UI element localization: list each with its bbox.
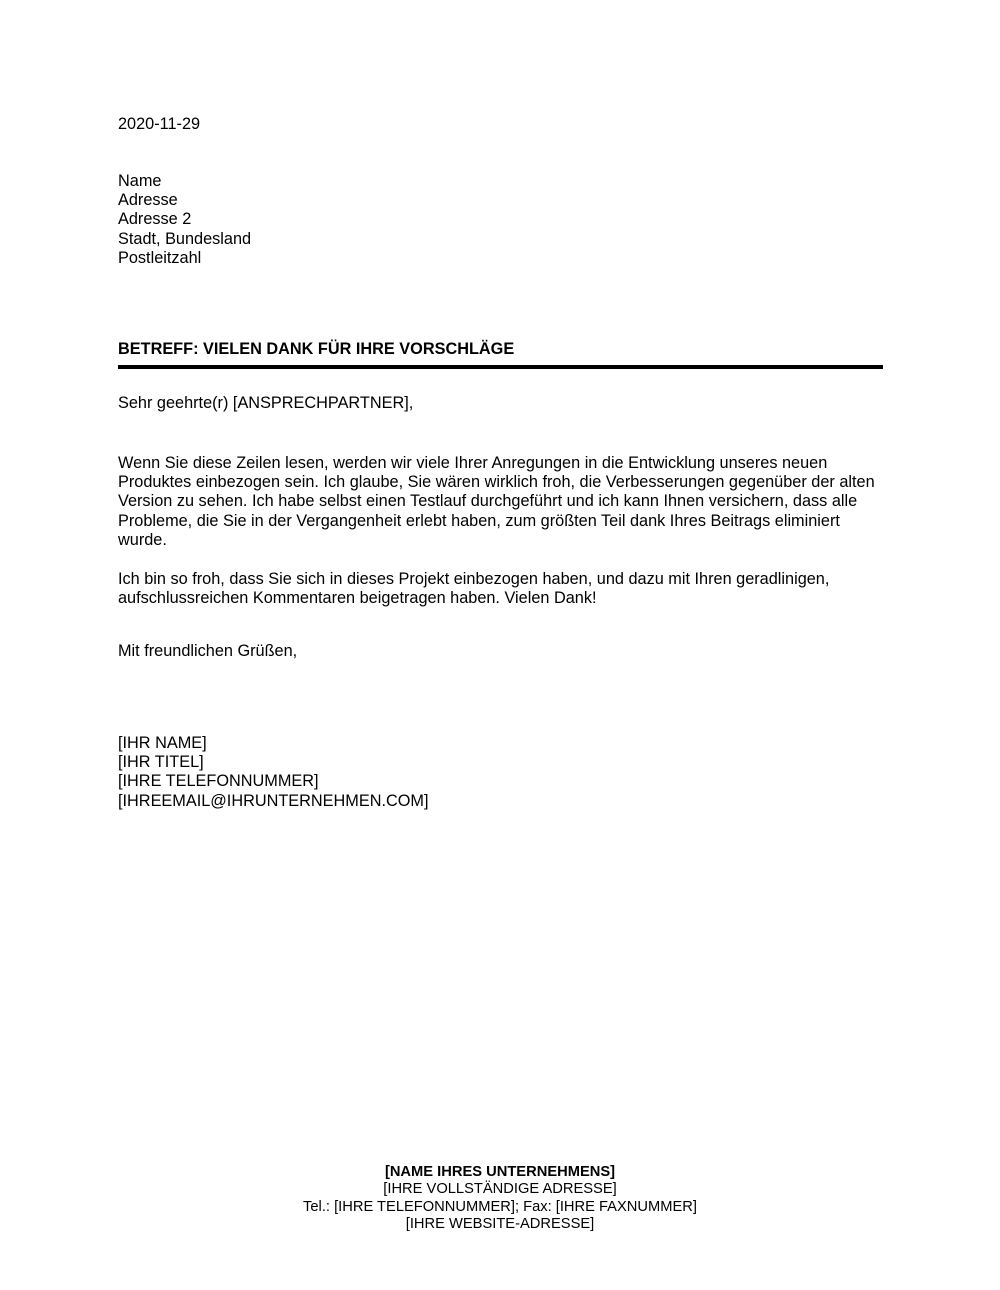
letter-date: 2020-11-29 [118,115,201,133]
signature-line: [IHREEMAIL@IHRUNTERNEHMEN.COM] [118,791,429,810]
recipient-line: Postleitzahl [118,248,202,267]
signature-line: [IHR NAME] [118,734,207,752]
recipient-line: Stadt, Bundesland [118,229,252,248]
subject-block [118,340,883,369]
recipient-line: Name [118,172,162,190]
body-paragraph: Wenn Sie diese Zeilen lesen, werden wir viele Ihrer Anregungen in die Entwicklung unseres neuen Produktes einbezogen sein. Ich glaube, Sie wären wirklich froh, die Verbesserungen gegenüber der alten Version zu sehen. Ich habe selbst einen Testlauf durchgeführt und ich kann Ihnen versichern, dass alle Probleme, die Sie in der Vergangenheit erlebt haben, zum größten Teil dank Ihres Beitrags eliminiert wurde. [118,454,875,549]
body-paragraph: Ich bin so froh, dass Sie sich in dieses Projekt einbezogen haben, und dazu mit Ihren geradlinigen, aufschlussreichen Kommentaren beigetragen haben. Vielen Dank! [118,570,830,608]
salutation: Sehr geehrte(r) [ANSPRECHPARTNER], [118,394,414,412]
recipient-block [118,172,883,268]
recipient-line: Adresse 2 [118,210,192,229]
signature-line: [IHR TITEL] [118,753,204,772]
letter-footer [0,1164,1000,1233]
recipient-line: Adresse [118,191,178,210]
signature-block [118,734,883,811]
footer-phone-fax: Tel.: [IHRE TELEFONNUMMER]; Fax: [IHRE FAXNUMMER] [303,1198,697,1215]
subject-heading: BETREFF: VIELEN DANK FÜR IHRE VORSCHLÄGE [118,340,515,358]
footer-website: [IHRE WEBSITE-ADRESSE] [405,1215,595,1232]
footer-address: [IHRE VOLLSTÄNDIGE ADRESSE] [383,1181,617,1198]
signature-line: [IHRE TELEFONNUMMER] [118,772,319,791]
footer-company: [NAME IHRES UNTERNEHMENS] [384,1164,616,1180]
subject-divider [118,365,883,369]
closing: Mit freundlichen Grüßen, [118,642,298,660]
